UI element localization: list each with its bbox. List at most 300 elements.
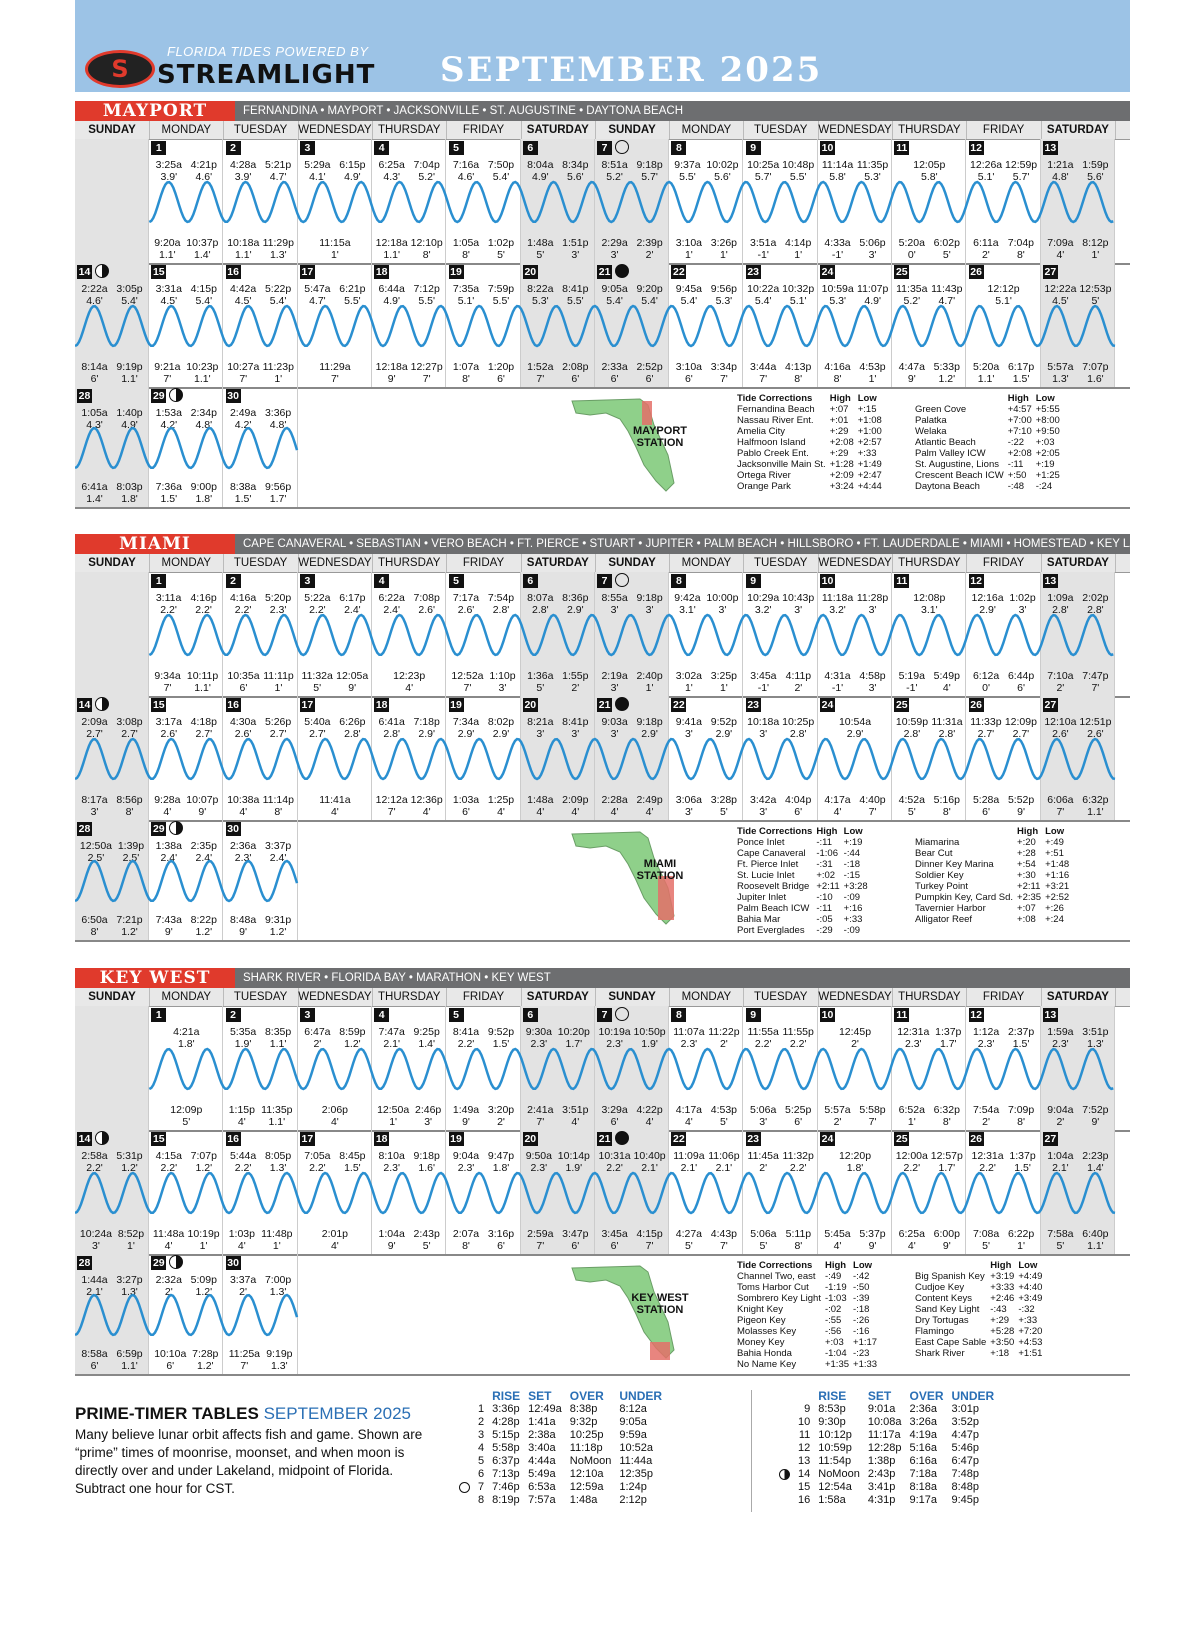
location-name: Knight Key [737, 1304, 783, 1315]
day-header: FRIDAY [447, 121, 522, 139]
tide-time: 12:50a [79, 840, 113, 852]
day: 14 [798, 1468, 811, 1480]
high-correction: -:11 [816, 837, 832, 848]
low-tide [601, 237, 627, 261]
moonset: 10:08a [867, 1416, 902, 1428]
moon-under: 2:12p [619, 1494, 647, 1506]
high-tide [304, 1026, 330, 1050]
high-tide [747, 283, 779, 307]
day-cell [595, 1006, 669, 1130]
low-tide [899, 237, 925, 261]
tide-height: 5.8' [920, 171, 938, 183]
tide-time: 5:31p [116, 1150, 143, 1162]
low-tide [1008, 670, 1034, 694]
tide-height: 4' [330, 1116, 339, 1128]
tide-height: 7' [422, 373, 431, 385]
low-tide [601, 1104, 627, 1128]
low-tide [230, 481, 256, 505]
tide-time: 5:06a [750, 1228, 777, 1240]
low-tides [523, 794, 593, 818]
tide-time: 2:36a [229, 840, 257, 852]
high-tide [931, 283, 962, 307]
day-cell [149, 572, 223, 696]
calendar-week [75, 263, 1130, 389]
day-number: 2 [226, 574, 241, 588]
tide-height: 1.2' [195, 1286, 213, 1298]
high-tide [526, 1026, 552, 1050]
tide-time: 12:12p [987, 283, 1020, 295]
tide-time: 2:07a [452, 1228, 480, 1240]
tide-time: 11:14a [821, 159, 854, 171]
tide-height: 2' [1056, 682, 1065, 694]
high-tides [374, 592, 444, 616]
day-number: 14 [78, 1133, 91, 1145]
tide-time: 9:56p [710, 283, 738, 295]
low-tide [934, 1228, 960, 1252]
tide-time: 12:00a [895, 1150, 928, 1162]
tide-time: 12:51p [1079, 716, 1112, 728]
high-tides [151, 716, 221, 740]
low-tide [81, 481, 107, 505]
day-number: 22 [673, 1133, 685, 1145]
high-tides [671, 716, 741, 740]
high-correction: +2:46 [990, 1293, 1015, 1304]
low-tide [527, 237, 553, 261]
tide-time: 4:17a [824, 794, 851, 806]
low-tide [80, 1228, 112, 1252]
low-header: Low [1045, 826, 1065, 837]
tide-height: 3' [759, 1116, 768, 1128]
low-tide [899, 670, 925, 694]
low-tide [322, 1228, 348, 1252]
tide-height: 5.5' [789, 171, 807, 183]
tide-time: 1:40p [116, 407, 143, 419]
high-tides [746, 592, 816, 616]
high-tide [896, 1150, 928, 1174]
tide-time: 6:17p [1007, 361, 1035, 373]
day-header-row [75, 988, 1130, 1007]
location-name: Ortega River [737, 470, 791, 481]
low-tides [820, 794, 890, 818]
location-name: Sombrero Key Light [737, 1293, 821, 1304]
low-tide [562, 670, 588, 694]
high-tide [783, 1150, 814, 1174]
day-cell [1041, 1130, 1115, 1254]
low-correction: +:51 [1045, 848, 1064, 859]
high-tide [971, 1150, 1003, 1174]
low-correction: +1:00 [857, 426, 882, 437]
day-number: 16 [227, 1133, 239, 1145]
tide-height: 2.9' [566, 604, 584, 616]
moon-over: 6:16a [909, 1455, 938, 1467]
day-number: 26 [970, 699, 982, 711]
tide-time: 11:35a [896, 283, 928, 295]
low-tide [785, 361, 811, 385]
low-tide [750, 361, 776, 385]
station-label: MIAMI STATION [636, 858, 684, 882]
tide-height: 7' [536, 373, 545, 385]
high-tides [894, 283, 964, 307]
tide-height: 9' [462, 1116, 470, 1128]
low-tides [374, 237, 444, 261]
high-tides [300, 1150, 370, 1174]
high-tides [374, 283, 444, 307]
day-header: FRIDAY [967, 121, 1042, 139]
tide-height: 3.9' [160, 171, 178, 183]
tide-height: 5.4' [121, 295, 138, 307]
low-header: Low [857, 393, 877, 404]
moon-under: 11:44a [619, 1455, 653, 1467]
tide-time: 11:28p [856, 592, 889, 604]
low-tide [1047, 1228, 1073, 1252]
high-correction: -1:19 [824, 1282, 847, 1293]
location-name: Miamarina [915, 837, 960, 848]
high-tide [558, 1026, 590, 1050]
day-cell [669, 696, 743, 820]
corrections-title [913, 393, 1006, 404]
tide-time: 4:40p [859, 794, 886, 806]
tide-height: 2.9' [457, 728, 475, 740]
low-correction: +2:47 [857, 470, 882, 481]
low-correction: +8:00 [1035, 415, 1060, 426]
moonset: 7:57a [528, 1494, 556, 1506]
tide-time: 5:29a [304, 159, 331, 171]
low-tides [894, 1104, 964, 1128]
day-number: 19 [450, 266, 462, 278]
tide-height: 5.4' [754, 295, 772, 307]
day-number: 9 [746, 1008, 761, 1022]
high-tide [971, 592, 1003, 616]
tide-height: 4' [610, 806, 619, 818]
high-tide [118, 840, 144, 864]
day-cell [224, 139, 298, 263]
day-cell [447, 1006, 521, 1130]
low-correction: +1:16 [1045, 870, 1070, 881]
low-tide [156, 914, 182, 938]
low-tide [527, 1104, 553, 1128]
corrections-title [913, 1260, 988, 1271]
tide-time: 5:57a [1047, 361, 1074, 373]
high-tide [488, 716, 514, 740]
day-header: SUNDAY [75, 554, 150, 572]
tide-time: 7:28p [192, 1348, 219, 1360]
day-number: 29 [152, 390, 165, 402]
high-tide [1082, 159, 1108, 183]
day-cell [595, 139, 669, 263]
moon-phase-cell [455, 1442, 474, 1455]
low-tide [824, 1228, 850, 1252]
tide-time: 10:50p [633, 1026, 666, 1038]
day-header: TUESDAY [224, 554, 299, 572]
tide-height: 5.6' [714, 171, 731, 183]
high-correction: -1:04 [824, 1348, 847, 1359]
tide-height: 5.4' [641, 295, 658, 307]
tide-time: 2:22a [81, 283, 108, 295]
high-tide [857, 592, 888, 616]
day-header-row [75, 121, 1130, 140]
moonset: 1:41a [528, 1416, 556, 1428]
tide-time: 4:21a [173, 1026, 200, 1038]
low-tide [393, 670, 425, 694]
low-tides [449, 794, 519, 818]
high-tide [265, 592, 291, 616]
day-cell [372, 139, 446, 263]
page-title: SEPTEMBER 2025 [440, 50, 823, 90]
high-tides [597, 283, 667, 307]
tide-time: 10:10a [154, 1348, 187, 1360]
low-tide [261, 1104, 292, 1128]
tide-time: 1:59p [1082, 159, 1109, 171]
low-tide [601, 1228, 627, 1252]
tide-time: 7:50p [487, 159, 515, 171]
tide-time: 1:55p [562, 670, 589, 682]
tide-time: 11:35p [856, 159, 889, 171]
tide-height: 3' [759, 806, 768, 818]
tide-time: 4:16a [229, 592, 257, 604]
tide-time: 2:28a [601, 794, 628, 806]
prime-row [775, 1429, 998, 1442]
tide-height: 4.9' [121, 419, 138, 431]
tide-height: 4' [571, 806, 580, 818]
day: 1 [478, 1403, 485, 1415]
tide-height: 3.2' [754, 604, 772, 616]
tide-time: 9:04a [1047, 1104, 1074, 1116]
corrections-title [913, 826, 1015, 837]
tide-height: 3' [498, 682, 507, 694]
low-tide [1082, 1104, 1108, 1128]
tide-height: 4.5' [234, 295, 252, 307]
tide-time: 2:46p [415, 1104, 442, 1116]
high-correction: +1:35 [824, 1359, 850, 1370]
low-tides [523, 237, 593, 261]
location-name: Turkey Point [915, 881, 968, 892]
day-number: 26 [970, 1133, 982, 1145]
tide-height: 7' [1091, 682, 1100, 694]
moon-under: 3:01p [951, 1403, 980, 1415]
tide-time: 3:45a [601, 1228, 628, 1240]
tide-height: 1' [907, 1116, 916, 1128]
high-tide [1079, 716, 1111, 740]
tide-height: 7' [719, 1240, 728, 1252]
tide-time: 10:54a [838, 716, 872, 728]
tide-time: 4:15p [636, 1228, 663, 1240]
high-correction: +3:50 [990, 1337, 1015, 1348]
tide-time: 12:20p [838, 1150, 872, 1162]
tide-time: 4:04p [785, 794, 812, 806]
low-correction: +1:49 [857, 459, 882, 470]
tide-height: 1.4' [86, 493, 103, 505]
low-tide [322, 1104, 348, 1128]
tide-height: 8' [462, 373, 470, 385]
tide-height: 4.2' [234, 419, 252, 431]
high-tide [488, 1150, 514, 1174]
low-tides [77, 1228, 147, 1252]
low-correction: +:19 [843, 837, 863, 848]
tide-time: 11:15a [319, 237, 351, 249]
day-cell [447, 139, 521, 263]
low-tides [300, 1104, 370, 1128]
day-cell [967, 139, 1041, 263]
tide-time: 2:09p [562, 794, 589, 806]
moonset: 12:28p [867, 1442, 902, 1454]
high-tide [822, 159, 853, 183]
high-tide [453, 1026, 479, 1050]
location-name: Green Cove [915, 404, 967, 415]
low-tides [151, 670, 221, 694]
tide-height: 2.7' [86, 728, 103, 740]
day: 6 [478, 1468, 485, 1480]
low-tide [750, 794, 776, 818]
low-tide [711, 1228, 737, 1252]
tide-height: 1.2' [121, 926, 138, 938]
tide-time: 4:52a [898, 794, 925, 806]
tide-height: 9' [387, 373, 396, 385]
low-tide [488, 1104, 514, 1128]
tide-time: 5:37p [859, 1228, 886, 1240]
low-tide [824, 1104, 850, 1128]
tide-time: 9:42a [674, 592, 701, 604]
tide-height: 4' [330, 1240, 339, 1252]
tide-height: 3.2' [829, 604, 846, 616]
tide-height: 2.9' [846, 728, 864, 740]
tide-height: 4.5' [160, 295, 178, 307]
tide-height: 1.9' [234, 1038, 252, 1050]
high-tides [300, 283, 370, 307]
tide-height: 4' [405, 682, 414, 694]
low-tides [746, 1104, 816, 1128]
section-name: KEY WEST [75, 968, 235, 988]
low-tide [170, 1104, 202, 1128]
tide-time: 7:47a [378, 1026, 405, 1038]
tide-height: 2.8' [1087, 604, 1104, 616]
tide-time: 10:18a [227, 237, 260, 249]
day-number: 1 [151, 141, 166, 155]
tide-calendar-page [75, 0, 1164, 1631]
day-header: SATURDAY [521, 121, 596, 139]
tide-height: 1.4' [1087, 1162, 1104, 1174]
tide-time: 10:20p [557, 1026, 590, 1038]
day-number: 27 [1044, 699, 1057, 711]
moonrise: 9:30p [818, 1416, 846, 1428]
prime-row [775, 1442, 998, 1455]
tide-time: 8:22a [527, 283, 554, 295]
tide-time: 11:55p [782, 1026, 814, 1038]
tide-height: 1.3' [1087, 1038, 1104, 1050]
day-header: WEDNESDAY [818, 121, 893, 139]
low-tide [116, 1348, 142, 1372]
prime-row [775, 1468, 998, 1481]
correction-row [735, 1271, 879, 1282]
high-tide [339, 1026, 365, 1050]
high-tides [449, 1150, 519, 1174]
tide-height: 1.4' [194, 249, 211, 261]
high-tides [374, 716, 444, 740]
low-header: Low [853, 1260, 873, 1271]
low-tide [153, 1228, 184, 1252]
tide-time: 6:52a [898, 1104, 925, 1116]
tide-height: 2.1' [383, 1038, 400, 1050]
tide-time: 2:43p [413, 1228, 440, 1240]
day-number: 2 [226, 141, 241, 155]
tide-time: 12:23p [393, 670, 426, 682]
high-tide [230, 1274, 256, 1298]
tide-corrections-table [913, 1260, 1044, 1359]
low-tides [226, 237, 296, 261]
prime-col-header: OVER [909, 1389, 944, 1403]
day-cell [967, 1130, 1041, 1254]
high-correction: +:29 [829, 426, 849, 437]
prime-col-header: UNDER [619, 1389, 663, 1403]
blank-header [474, 1390, 488, 1403]
tide-height: 2' [719, 1038, 728, 1050]
high-tide [488, 283, 514, 307]
high-tide [1044, 716, 1076, 740]
tide-height: 2.4' [383, 604, 400, 616]
correction-row [913, 914, 1071, 925]
tide-time: 3:16p [487, 1228, 515, 1240]
tide-height: 1.2' [938, 373, 956, 385]
tide-height: 2.6' [457, 604, 475, 616]
low-correction: +:49 [1045, 837, 1064, 848]
high-tides [226, 840, 296, 864]
tide-time: 3:10a [675, 361, 703, 373]
tide-height: 5.6' [1087, 171, 1104, 183]
high-tides [969, 1026, 1039, 1050]
low-tides [226, 914, 296, 938]
low-tides [523, 1228, 593, 1252]
low-tide [601, 361, 627, 385]
low-tide [636, 361, 662, 385]
day-cell [595, 1130, 669, 1254]
tide-time: 9:34a [154, 670, 181, 682]
day: 12 [798, 1442, 811, 1454]
high-tide [634, 1026, 666, 1050]
tide-height: 1.1' [1087, 806, 1104, 818]
high-tide [708, 1026, 739, 1050]
location-name: Palm Valley ICW [915, 448, 986, 459]
correction-row [913, 1293, 1044, 1304]
tide-height: 4' [645, 1116, 654, 1128]
moon-under: 8:48p [951, 1481, 980, 1493]
day-cell [818, 139, 892, 263]
tide-time: 1:09a [1047, 592, 1074, 604]
high-tides [151, 283, 221, 307]
tide-time: 3:28p [710, 794, 738, 806]
high-tide [839, 1150, 871, 1174]
tide-time: 5:20a [972, 361, 1000, 373]
tide-height: 8' [422, 249, 431, 261]
high-tide [230, 407, 256, 431]
high-correction: +:20 [1017, 837, 1036, 848]
tide-time: 2:35p [190, 840, 217, 852]
moon-phase-cell [775, 1455, 794, 1468]
tide-time: 3:26p [710, 237, 738, 249]
tide-time: 8:07a [527, 592, 554, 604]
low-tides [969, 237, 1039, 261]
moonrise: 6:37p [492, 1455, 520, 1467]
tide-height: 4.7' [309, 295, 326, 307]
tide-time: 6:11a [973, 237, 999, 249]
tide-time: 12:22a [1044, 283, 1077, 295]
corrections-title: Tide Corrections [737, 826, 813, 837]
tide-height: 4' [684, 1116, 693, 1128]
tide-height: 4.9' [531, 171, 549, 183]
tide-height: 2.5' [122, 852, 140, 864]
tide-time: 6:44a [378, 283, 405, 295]
low-tides [300, 794, 370, 818]
day-cell [298, 139, 372, 263]
tide-time: 8:12p [1082, 237, 1109, 249]
